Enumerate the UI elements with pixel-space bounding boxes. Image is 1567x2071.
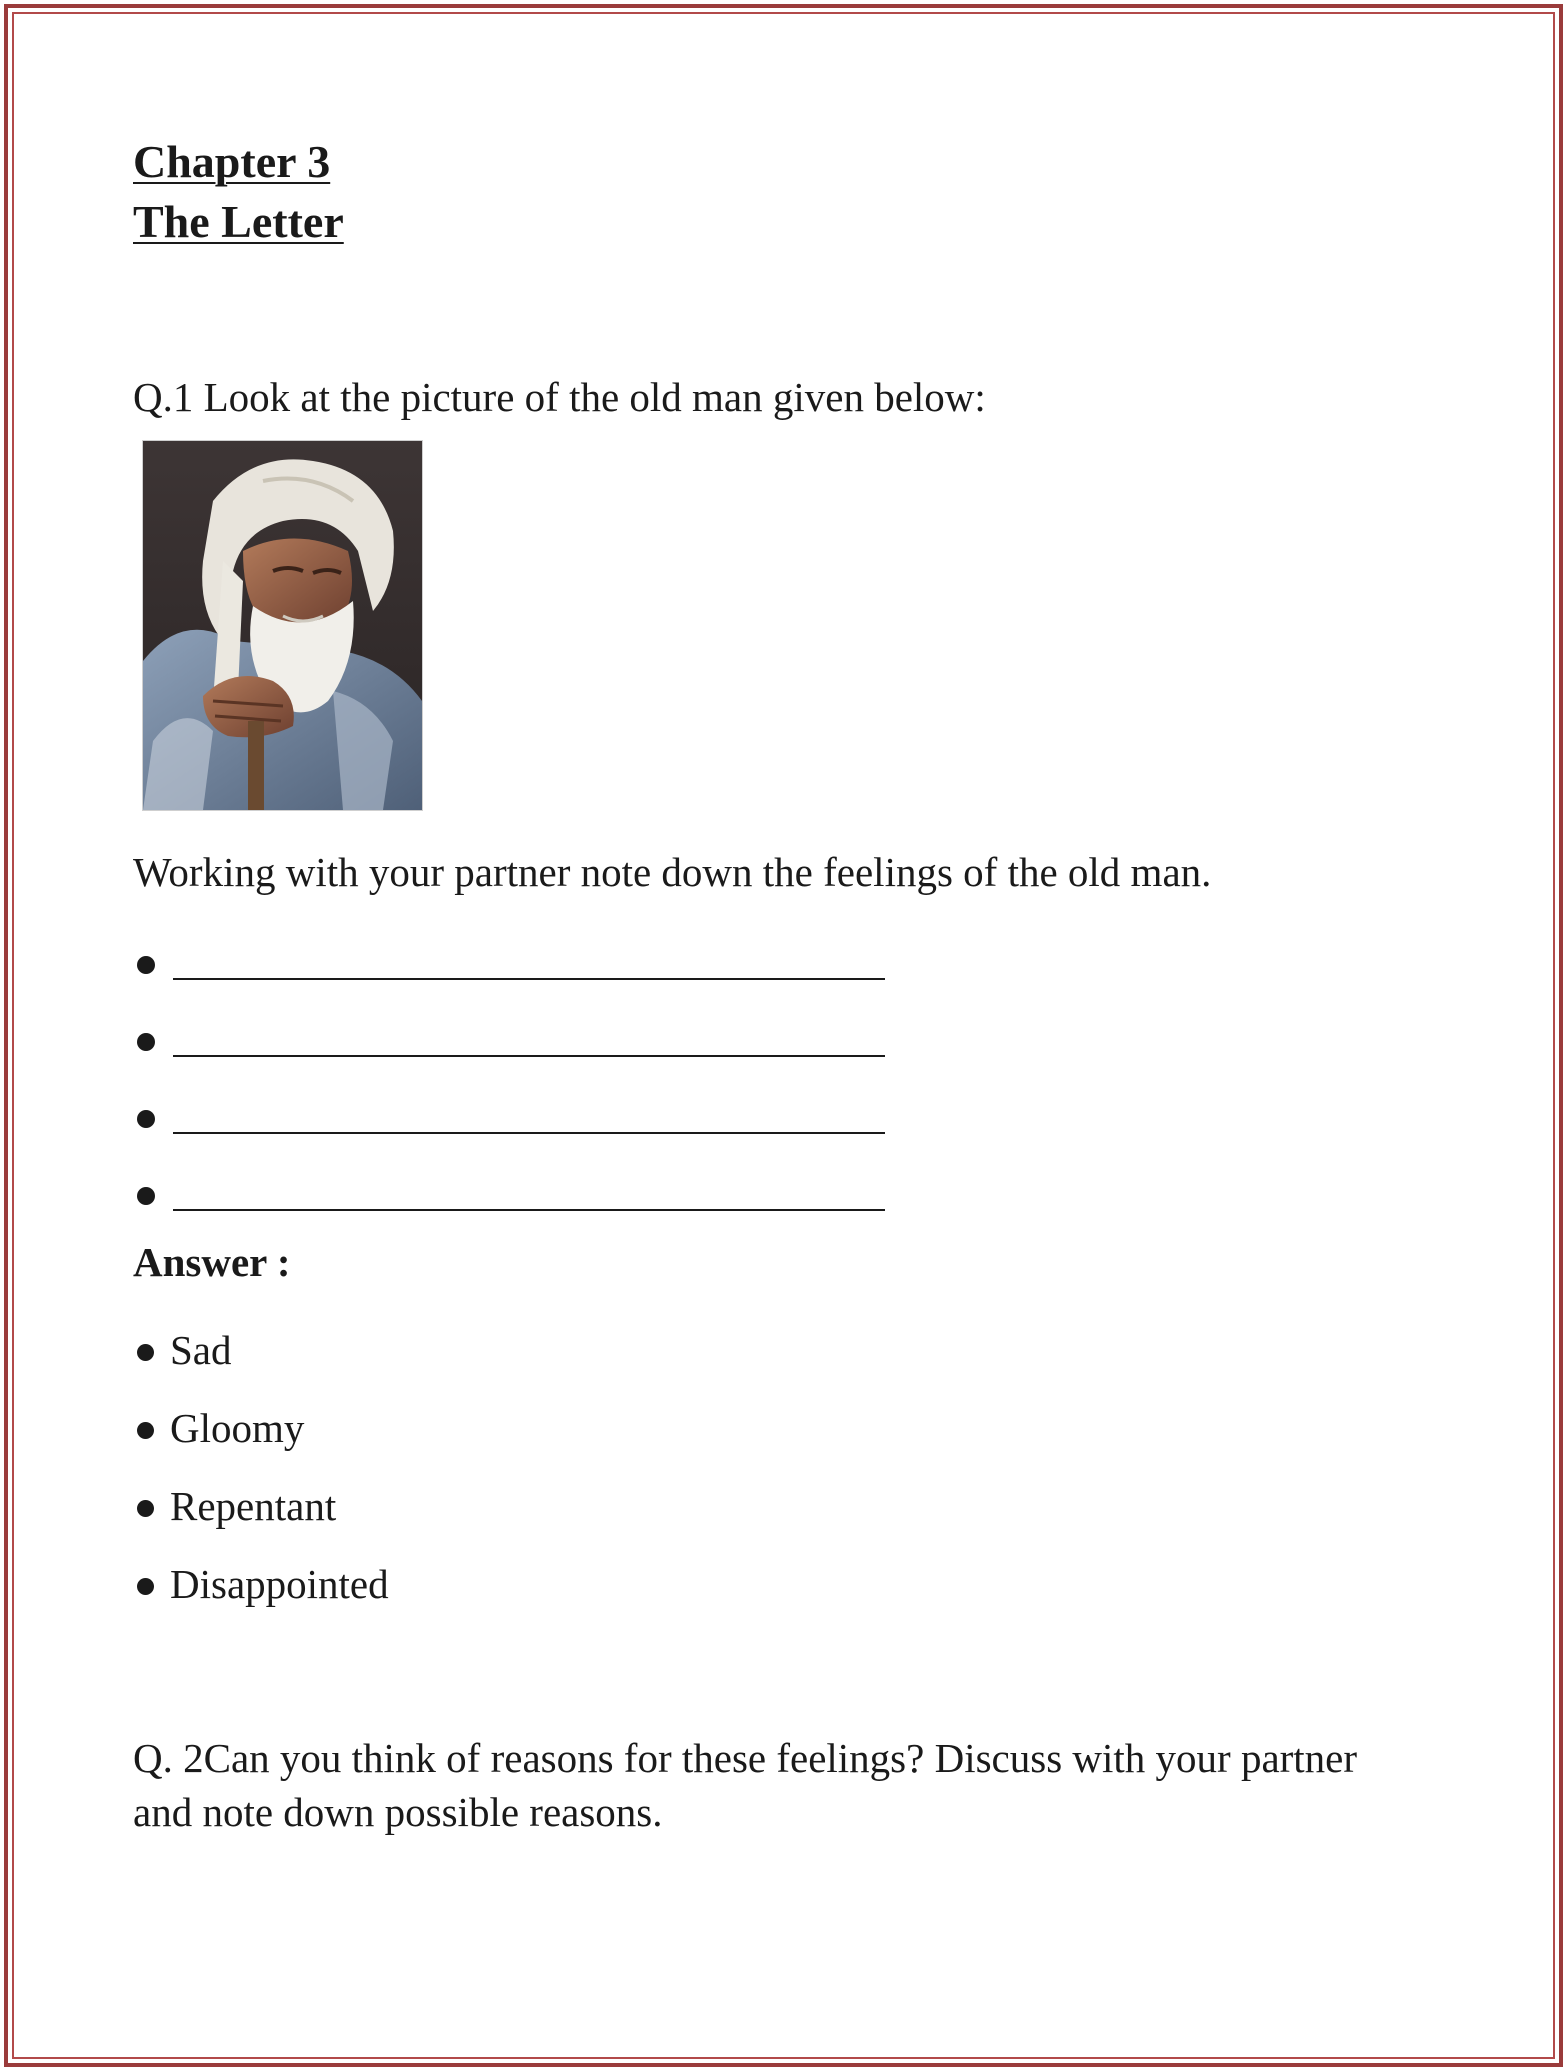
chapter-number: Chapter 3: [133, 136, 331, 187]
answer-text: Sad: [170, 1327, 232, 1373]
bullet-icon: [137, 1344, 154, 1361]
answer-item: [133, 1389, 1453, 1467]
blank-line-item: [133, 1067, 1453, 1144]
answer-item: [133, 1467, 1453, 1545]
answer-blank[interactable]: [173, 1132, 885, 1134]
answer-heading: Answer :: [133, 1239, 291, 1285]
blank-line-item: [133, 1144, 1453, 1221]
question-2: [133, 1731, 1453, 1839]
question-2-line-2: and note down possible reasons.: [133, 1789, 663, 1835]
bullet-icon: [137, 1110, 155, 1128]
question-1-prompt: Q.1 Look at the picture of the old man given below:: [133, 374, 986, 420]
answer-text: Disappointed: [170, 1561, 389, 1607]
bullet-icon: [137, 1422, 154, 1439]
answer-blank[interactable]: [173, 1209, 885, 1211]
answer-item: [133, 1545, 1453, 1623]
bullet-icon: [137, 1187, 155, 1205]
blank-line-item: [133, 990, 1453, 1067]
answer-list: [133, 1311, 1453, 1623]
question-1-instruction: Working with your partner note down the feelings of the old man.: [133, 849, 1212, 895]
old-man-portrait: [142, 440, 423, 811]
bullet-icon: [137, 1500, 154, 1517]
answer-blank[interactable]: [173, 1055, 885, 1057]
answer-text: Repentant: [170, 1483, 337, 1529]
bullet-icon: [137, 1033, 155, 1051]
answer-text: Gloomy: [170, 1405, 305, 1451]
blank-line-item: [133, 913, 1453, 990]
chapter-title: The Letter: [133, 196, 344, 247]
answer-item: [133, 1311, 1453, 1389]
answer-blank[interactable]: [173, 978, 885, 980]
worksheet-page: [133, 132, 1453, 1839]
answer-blanks: [133, 913, 1453, 1221]
bullet-icon: [137, 956, 155, 974]
bullet-icon: [137, 1578, 154, 1595]
question-2-line-1: Q. 2Can you think of reasons for these feelings? Discuss with your partner: [133, 1735, 1358, 1781]
